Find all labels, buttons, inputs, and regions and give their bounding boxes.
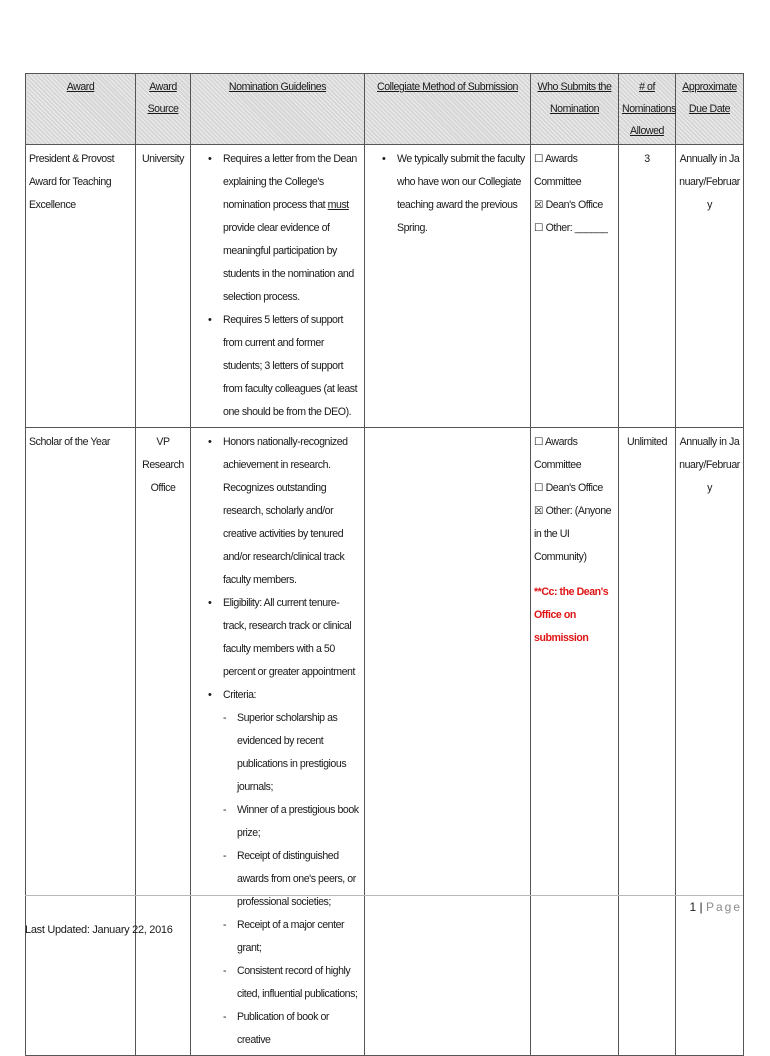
criteria-item: - Consistent record of highly cited, influential publications;	[237, 960, 361, 1006]
guideline-item: • Requires a letter from the Dean explaining the College's nomination process that must provide clear evidence of meaningful participation by students in the nomination and selection process.	[223, 148, 361, 309]
award-name: Scholar of the Year	[26, 428, 136, 1056]
checkbox-awards-committee: ☐ Awards Committee	[534, 436, 582, 471]
unchecked-box-icon: ☐	[534, 153, 544, 165]
criteria-item: - Superior scholarship as evidenced by recent publications in prestigious journals;	[237, 707, 361, 799]
criteria-item: - Receipt of a major center grant;	[237, 914, 361, 960]
due-date: Annually in January/February	[676, 428, 744, 1056]
emphasis-must: must	[327, 199, 349, 211]
header-due-date: Approximate Due Date	[676, 74, 744, 145]
cc-note: **Cc: the Dean's Office on submission	[534, 586, 609, 644]
checkbox-awards-committee: ☐ Awards Committee	[534, 153, 582, 188]
checked-box-icon: ☒	[534, 505, 544, 517]
nomination-guidelines	[191, 145, 365, 428]
criteria-item: - Receipt of distinguished awards from one's peers, or professional societies;	[237, 845, 361, 914]
awards-table	[25, 73, 744, 1056]
unchecked-box-icon: ☐	[534, 436, 544, 448]
submission-method	[365, 428, 531, 1056]
award-source: VP Research Office	[136, 428, 191, 1056]
header-nomination-guidelines: Nomination Guidelines	[191, 74, 365, 145]
checkbox-deans-office: ☒ Dean's Office	[534, 199, 603, 211]
header-method-of-submission: Collegiate Method of Submission	[365, 74, 531, 145]
method-item: • We typically submit the faculty who have won our Collegiate teaching award the previous Spring.	[397, 148, 527, 240]
footer-divider	[25, 895, 743, 896]
guideline-item: • Requires 5 letters of support from current and former students; 3 letters of support from faculty colleagues (at least one should be from the DEO).	[223, 309, 361, 424]
who-submits	[531, 145, 619, 428]
other-blank: ______	[574, 222, 608, 234]
nomination-guidelines	[191, 428, 365, 1056]
last-updated: Last Updated: January 22, 2016	[25, 924, 173, 936]
table-row	[26, 145, 744, 428]
award-name: President & Provost Award for Teaching Excellence	[26, 145, 136, 428]
submission-method	[365, 145, 531, 428]
unchecked-box-icon: ☐	[534, 482, 544, 494]
criteria-item: - Publication of book or creative	[237, 1006, 361, 1052]
guideline-item: • Criteria: - Superior scholarship as evidenced by recent publications in prestigious journals; - Winner of a prestigious book prize; - Receipt of distinguished awards from one's peers, or professional societies; - Receipt of a major center grant; - Consistent record of highly cited, influential publications; - Publication of book or creative	[223, 684, 361, 1052]
guideline-item: • Eligibility: All current tenure-track, research track or clinical faculty members with a 50 percent or greater appointment	[223, 592, 361, 684]
guideline-item: • Honors nationally-recognized achievement in research. Recognizes outstanding research, scholarly and/or creative activities by tenured and/or research/clinical track faculty members.	[223, 431, 361, 592]
criteria-list	[223, 707, 361, 1052]
nominations-allowed: 3	[619, 145, 676, 428]
who-submits	[531, 428, 619, 1056]
checkbox-other: ☐ Other: ______	[534, 222, 608, 234]
checked-box-icon: ☒	[534, 199, 544, 211]
header-who-submits: Who Submits the Nomination	[531, 74, 619, 145]
criteria-item: - Winner of a prestigious book prize;	[237, 799, 361, 845]
table-row	[26, 428, 744, 1056]
checkbox-deans-office: ☐ Dean's Office	[534, 482, 603, 494]
header-award: Award	[26, 74, 136, 145]
page-number: 1 | Page	[689, 900, 742, 914]
unchecked-box-icon: ☐	[534, 222, 544, 234]
header-award-source: Award Source	[136, 74, 191, 145]
due-date: Annually in January/February	[676, 145, 744, 428]
header-row	[26, 74, 744, 145]
nominations-allowed: Unlimited	[619, 428, 676, 1056]
checkbox-other: ☒ Other: (Anyone in the UI Community)	[534, 505, 612, 563]
award-source: University	[136, 145, 191, 428]
header-nominations-allowed: # of Nominations Allowed	[619, 74, 676, 145]
